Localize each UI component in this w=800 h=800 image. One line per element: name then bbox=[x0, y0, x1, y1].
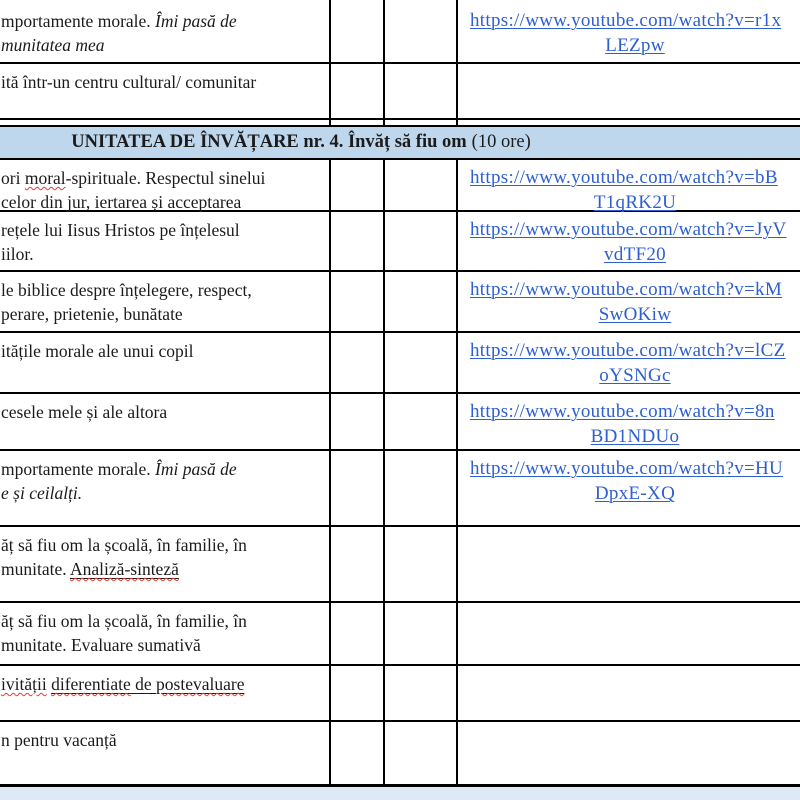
description-line bbox=[1, 457, 321, 481]
youtube-link[interactable] bbox=[458, 218, 800, 267]
empty-cell-col3 bbox=[385, 451, 458, 525]
resources-cell bbox=[458, 666, 800, 720]
text-segment bbox=[51, 674, 131, 694]
empty-cell-col2 bbox=[331, 160, 385, 210]
description-line bbox=[1, 302, 321, 326]
youtube-link-line1: https://www.youtube.com/watch?v=kM bbox=[470, 279, 783, 300]
resources-cell bbox=[458, 451, 800, 525]
rows-below-header bbox=[0, 160, 800, 787]
youtube-link-line1: https://www.youtube.com/watch?v=HU bbox=[470, 458, 784, 479]
youtube-link[interactable] bbox=[458, 166, 800, 215]
lesson-description-cell bbox=[0, 722, 331, 784]
text-segment: mportamente morale. bbox=[1, 11, 156, 31]
empty-cell-col2 bbox=[331, 722, 385, 784]
youtube-link-line2: T1qRK2U bbox=[593, 192, 677, 213]
description-line bbox=[1, 728, 321, 752]
unit-header bbox=[0, 125, 800, 160]
empty-cell-col2 bbox=[331, 0, 385, 62]
empty-cell-col3 bbox=[385, 603, 458, 664]
description-line bbox=[1, 633, 321, 657]
description-line bbox=[1, 166, 321, 190]
youtube-link-line2: oYSNGc bbox=[599, 365, 671, 386]
gap-cell bbox=[0, 120, 331, 126]
gap-cell bbox=[331, 120, 385, 125]
lesson-description-cell bbox=[0, 451, 331, 525]
text-segment: -spirituale. Respectul sinelui bbox=[65, 168, 266, 188]
description-line bbox=[1, 33, 321, 57]
lesson-description-cell bbox=[0, 666, 331, 720]
text-segment: mportamente morale. bbox=[1, 459, 156, 479]
text-segment: Îmi pasă de bbox=[155, 459, 237, 479]
empty-cell-col3 bbox=[385, 0, 458, 62]
text-segment: perare, prietenie, bunătate bbox=[1, 304, 183, 324]
empty-cell-col3 bbox=[385, 212, 458, 270]
description-line bbox=[1, 400, 321, 424]
empty-cell-col3 bbox=[385, 527, 458, 601]
empty-cell-col3 bbox=[385, 333, 458, 392]
resources-cell bbox=[458, 603, 800, 664]
text-segment: n pentru vacanță bbox=[1, 730, 117, 750]
lesson-description-cell bbox=[0, 527, 331, 601]
resources-cell bbox=[458, 527, 800, 601]
text-segment: de bbox=[130, 674, 157, 694]
youtube-link[interactable] bbox=[458, 457, 800, 506]
lesson-description-cell bbox=[0, 0, 331, 62]
lesson-description-cell bbox=[0, 272, 331, 331]
description-line bbox=[1, 609, 321, 633]
lesson-description-cell bbox=[0, 212, 331, 270]
empty-cell-col3 bbox=[385, 64, 458, 118]
empty-cell-col2 bbox=[331, 666, 385, 720]
empty-cell-col3 bbox=[385, 666, 458, 720]
youtube-link[interactable] bbox=[458, 400, 800, 449]
description-line bbox=[1, 190, 321, 214]
youtube-link-line2: vdTF20 bbox=[604, 244, 666, 265]
table-row bbox=[0, 212, 800, 272]
description-line bbox=[1, 672, 321, 696]
empty-cell-col2 bbox=[331, 212, 385, 270]
youtube-link-line1: https://www.youtube.com/watch?v=r1x bbox=[470, 10, 782, 31]
resources-cell bbox=[458, 160, 800, 213]
youtube-link-line2: BD1NDUo bbox=[590, 426, 680, 447]
youtube-link[interactable] bbox=[458, 9, 800, 58]
youtube-link-line1: https://www.youtube.com/watch?v=lCZ bbox=[470, 340, 786, 361]
text-segment bbox=[70, 559, 179, 579]
resources-cell bbox=[458, 394, 800, 449]
empty-cell-col2 bbox=[331, 394, 385, 449]
text-segment: Îmi pasă de bbox=[155, 11, 237, 31]
text-segment: itățile morale ale unui copil bbox=[1, 341, 194, 361]
text-segment: munitate. bbox=[1, 559, 71, 579]
rows-above-header bbox=[0, 0, 800, 120]
lesson-description-cell bbox=[0, 603, 331, 664]
lesson-description-cell bbox=[0, 394, 331, 449]
text-segment: iilor. bbox=[1, 244, 34, 264]
resources-cell bbox=[458, 272, 800, 331]
table-row bbox=[0, 451, 800, 527]
misspelled-text: Analiză-sinteză bbox=[70, 559, 179, 579]
description-line bbox=[1, 218, 321, 242]
text-segment: celor din jur, iertarea și acceptarea bbox=[1, 192, 242, 212]
description-line bbox=[1, 9, 321, 33]
table-row bbox=[0, 722, 800, 787]
description-line bbox=[1, 339, 321, 363]
youtube-link-line1: https://www.youtube.com/watch?v=JyV bbox=[470, 219, 787, 240]
table-row bbox=[0, 160, 800, 212]
gap-cell bbox=[385, 120, 458, 125]
empty-cell-col3 bbox=[385, 394, 458, 449]
text-segment: e și ceilalți. bbox=[1, 483, 83, 503]
text-segment: cesele mele și ale altora bbox=[1, 402, 168, 422]
resources-cell bbox=[458, 212, 800, 270]
text-segment: le biblice despre înțelegere, respect, bbox=[1, 280, 252, 300]
misspelled-text: moral bbox=[24, 168, 66, 188]
text-segment: ori bbox=[1, 168, 25, 188]
lesson-description-cell bbox=[0, 333, 331, 392]
description-line bbox=[1, 557, 321, 581]
youtube-link-line1: https://www.youtube.com/watch?v=bB bbox=[470, 167, 778, 188]
unit-header-title: UNITATEA DE ÎNVĂȚARE nr. 4. Învăț să fiu om bbox=[71, 132, 467, 152]
table-row bbox=[0, 64, 800, 120]
empty-cell-col2 bbox=[331, 333, 385, 392]
table-row bbox=[0, 0, 800, 64]
empty-cell-col3 bbox=[385, 160, 458, 210]
text-segment bbox=[156, 674, 244, 694]
misspelled-text: postevaluare bbox=[156, 674, 245, 694]
empty-cell-col3 bbox=[385, 722, 458, 784]
resources-cell bbox=[458, 333, 800, 392]
description-line bbox=[1, 242, 321, 266]
table-row bbox=[0, 527, 800, 603]
table-row bbox=[0, 272, 800, 333]
gap-cell bbox=[458, 120, 800, 126]
lesson-description-cell bbox=[0, 160, 331, 210]
description-line bbox=[1, 278, 321, 302]
description-line bbox=[1, 533, 321, 557]
empty-cell-col2 bbox=[331, 451, 385, 525]
text-segment: ită într-un centru cultural/ comunitar bbox=[1, 72, 257, 92]
youtube-link-line2: DpxE-XQ bbox=[594, 483, 676, 504]
table-row bbox=[0, 603, 800, 666]
empty-cell-col2 bbox=[331, 272, 385, 331]
resources-cell bbox=[458, 0, 800, 62]
youtube-link[interactable] bbox=[458, 339, 800, 388]
text-segment: rețele lui Iisus Hristos pe înțelesul bbox=[1, 220, 240, 240]
description-line bbox=[1, 70, 321, 94]
misspelled-text: ivității bbox=[1, 674, 47, 694]
table-row bbox=[0, 333, 800, 394]
text-segment: munitatea mea bbox=[1, 35, 105, 55]
empty-cell-col2 bbox=[331, 64, 385, 118]
empty-cell-col2 bbox=[331, 527, 385, 601]
youtube-link-line2: SwOKiw bbox=[598, 304, 672, 325]
unit-header-hours: (10 ore) bbox=[471, 132, 531, 152]
youtube-link-line1: https://www.youtube.com/watch?v=8n bbox=[470, 401, 775, 422]
text-segment: ăț să fiu om la școală, în familie, în bbox=[1, 611, 247, 631]
text-segment: ăț să fiu om la școală, în familie, în bbox=[1, 535, 247, 555]
lesson-description-cell bbox=[0, 64, 331, 118]
empty-cell-col2 bbox=[331, 603, 385, 664]
table-row bbox=[0, 394, 800, 451]
description-line bbox=[1, 481, 321, 505]
resources-cell bbox=[458, 64, 800, 118]
resources-cell bbox=[458, 722, 800, 784]
table-section-gap bbox=[0, 120, 800, 125]
table-row bbox=[0, 666, 800, 722]
next-unit-header-band bbox=[0, 787, 800, 800]
youtube-link[interactable] bbox=[458, 278, 800, 327]
youtube-link-line2: LEZpw bbox=[605, 35, 665, 56]
text-segment: munitate. Evaluare sumativă bbox=[1, 635, 201, 655]
empty-cell-col3 bbox=[385, 272, 458, 331]
misspelled-text: diferentiate bbox=[51, 674, 131, 694]
